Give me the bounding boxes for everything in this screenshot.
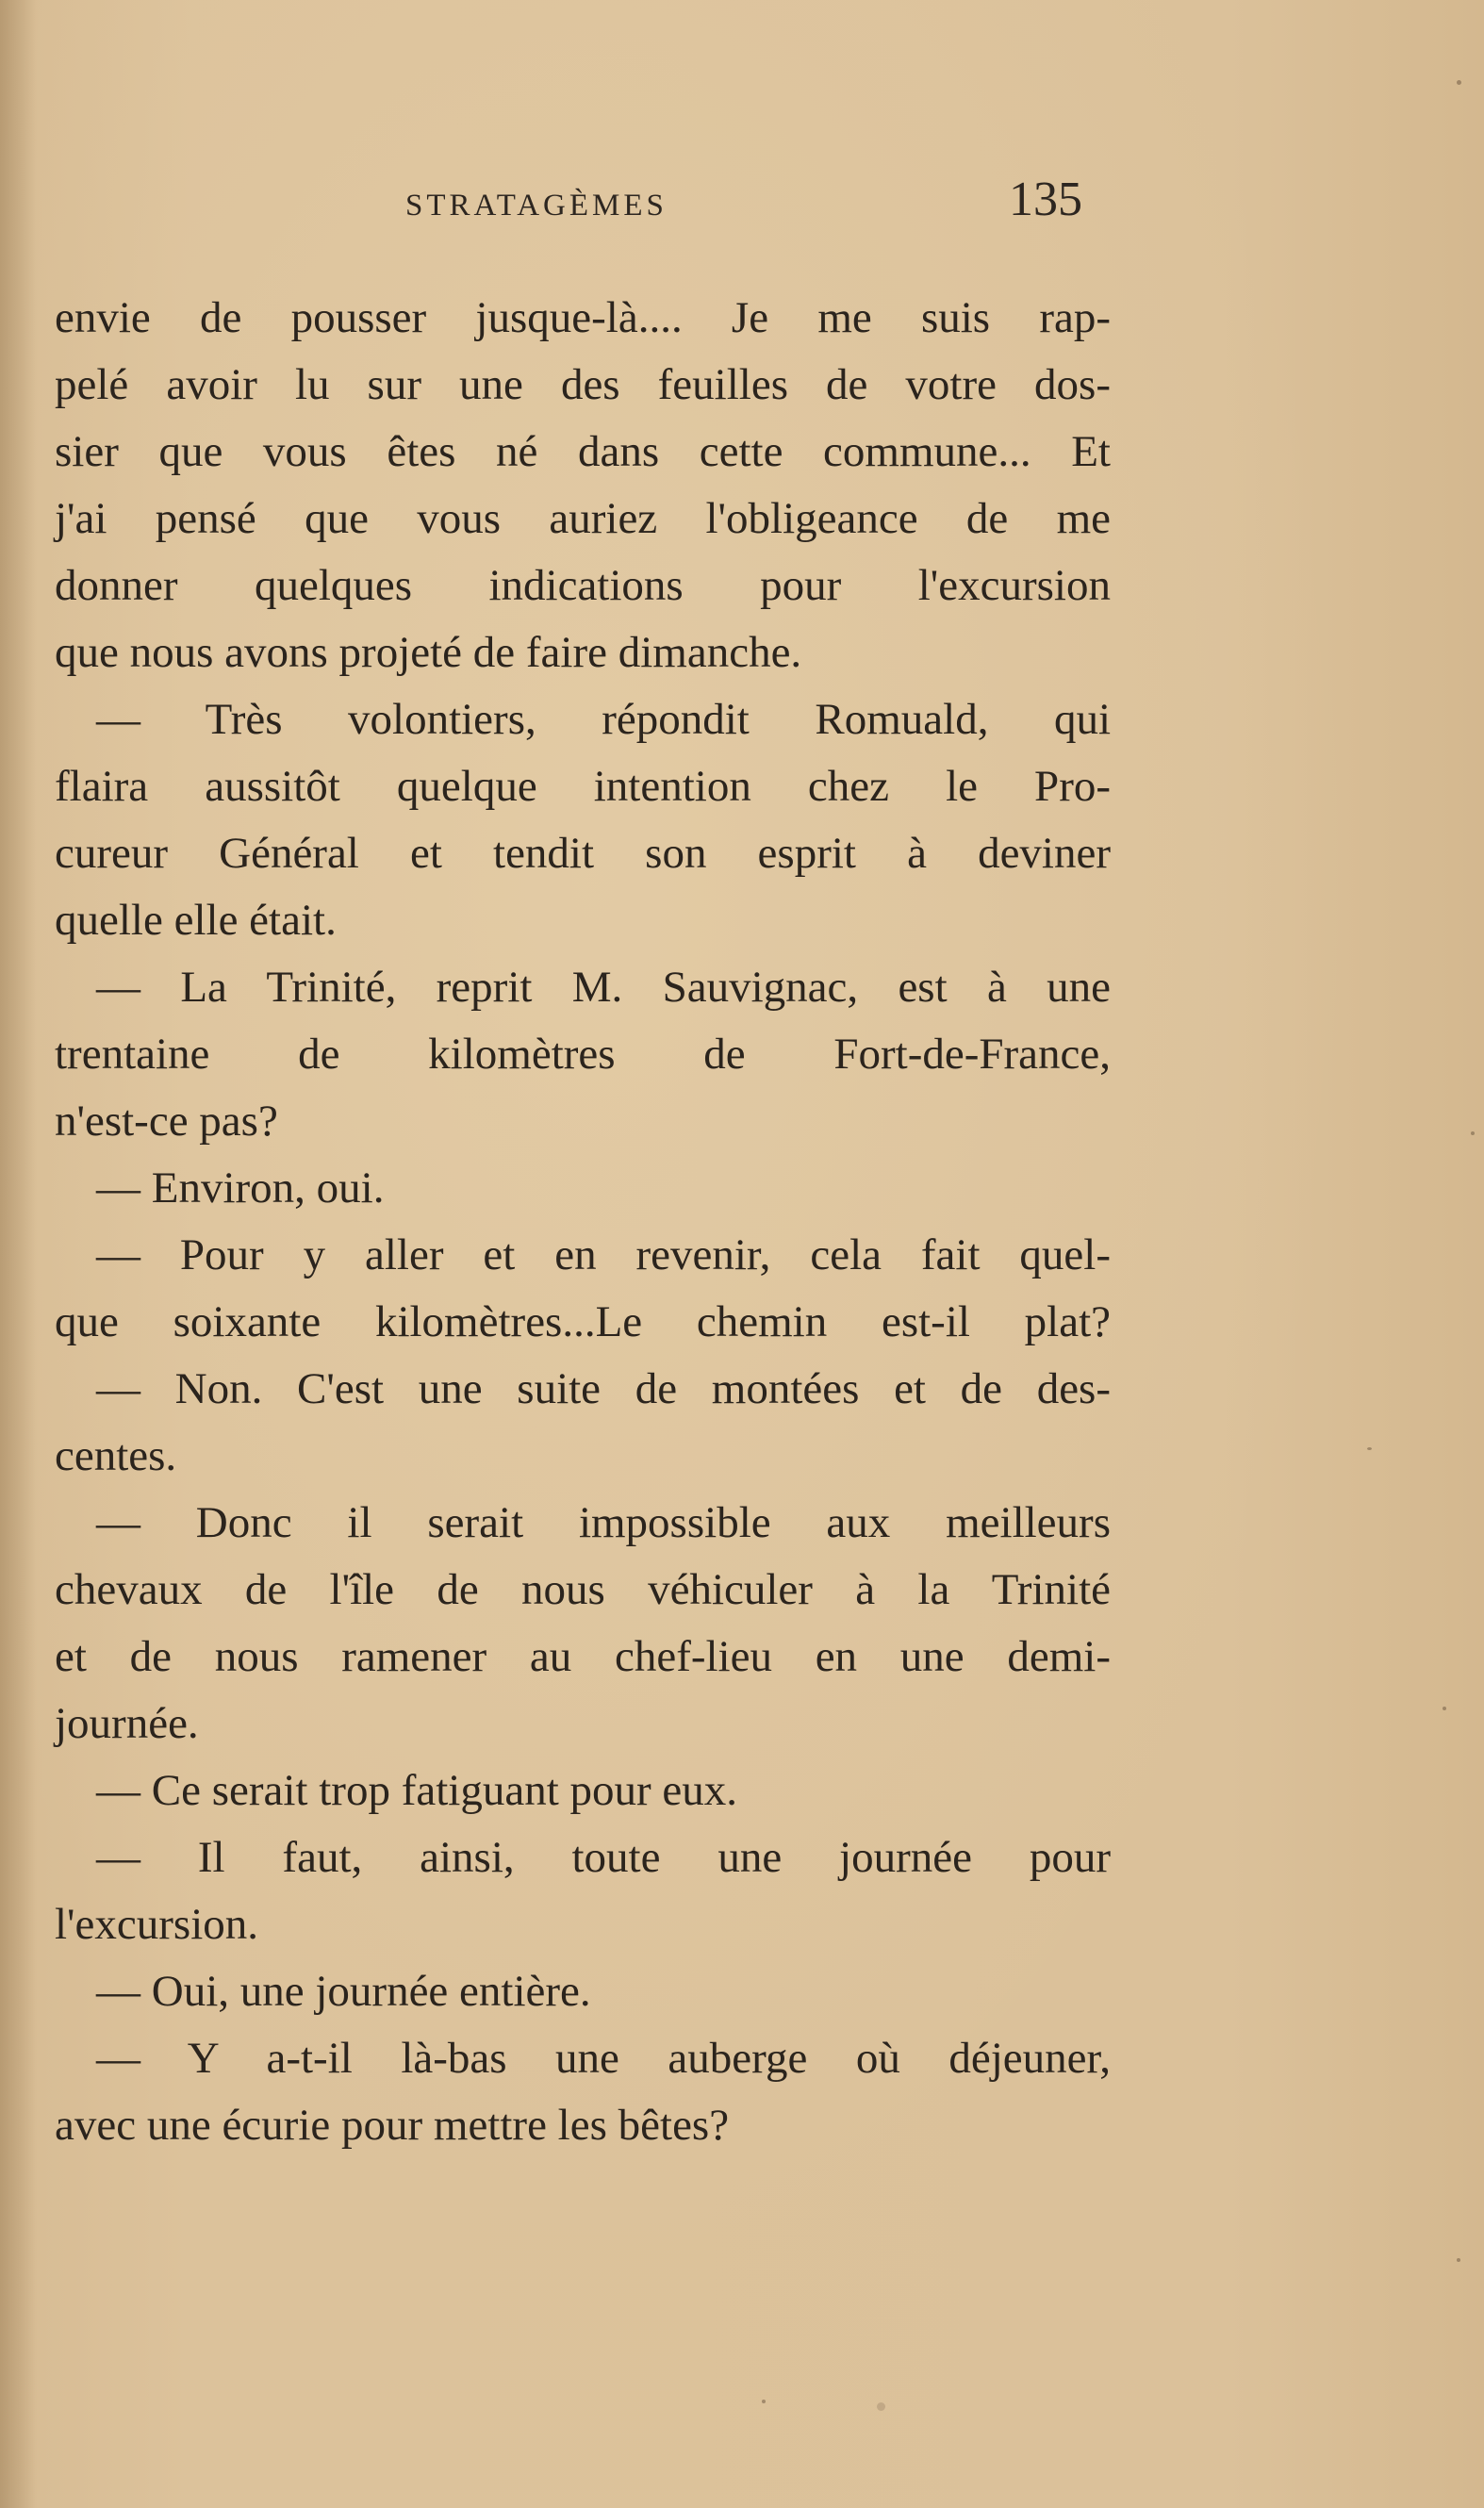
text-line: flaira aussitôt quelque intention chez le Pro- [55,762,1111,811]
paper-speck [1457,80,1461,85]
text-line: quelle elle était. [55,896,337,945]
text-line: — Il faut, ainsi, toute une journée pour [96,1833,1111,1882]
gutter-shadow [0,0,36,2508]
paper-speck [762,2400,766,2403]
text-line: chevaux de l'île de nous véhiculer à la Trinité [55,1565,1111,1614]
text-line: centes. [55,1431,177,1480]
text-line: — Très volontiers, répondit Romuald, qui [96,695,1111,744]
paper-speck [1457,2258,1460,2262]
text-line: — Oui, une journée entière. [96,1967,591,2016]
text-line: — Donc il serait impossible aux meilleurs [96,1498,1111,1547]
text-line: — Y a-t-il là-bas une auberge où déjeuner, [96,2034,1111,2083]
text-line: journée. [55,1699,199,1748]
body-text [55,285,1111,2159]
text-line: que nous avons projeté de faire dimanche. [55,628,802,677]
paper-speck [1471,1131,1475,1135]
text-line: l'excursion. [55,1900,258,1949]
running-head: STRATAGÈMES [405,189,668,223]
text-line: trentaine de kilomètres de Fort-de-France, [55,1030,1111,1079]
text-line: et de nous ramener au chef-lieu en une demi- [55,1632,1111,1681]
text-line: envie de pousser jusque-là.... Je me suis rap- [55,293,1111,342]
text-line: — La Trinité, reprit M. Sauvignac, est à une [96,963,1111,1012]
text-line: — Pour y aller et en revenir, cela fait quel- [96,1230,1111,1279]
text-line: j'ai pensé que vous auriez l'obligeance de me [55,494,1111,543]
text-line: cureur Général et tendit son esprit à deviner [55,829,1111,878]
text-line: pelé avoir lu sur une des feuilles de votre dos- [55,360,1111,409]
text-line: — Ce serait trop fatiguant pour eux. [96,1766,738,1815]
text-line: n'est-ce pas? [55,1097,278,1146]
page-number: 135 [1009,173,1082,226]
text-line: que soixante kilomètres...Le chemin est-il plat? [55,1297,1111,1346]
text-line: sier que vous êtes né dans cette commune... Et [55,427,1111,476]
paper-speck [877,2402,885,2411]
paper-speck [1443,1707,1446,1710]
paper-speck [1367,1447,1372,1450]
text-line: donner quelques indications pour l'excursion [55,561,1111,610]
text-line: — Non. C'est une suite de montées et de des- [96,1364,1111,1413]
text-line: — Environ, oui. [96,1163,385,1213]
text-line: avec une écurie pour mettre les bêtes? [55,2101,730,2150]
